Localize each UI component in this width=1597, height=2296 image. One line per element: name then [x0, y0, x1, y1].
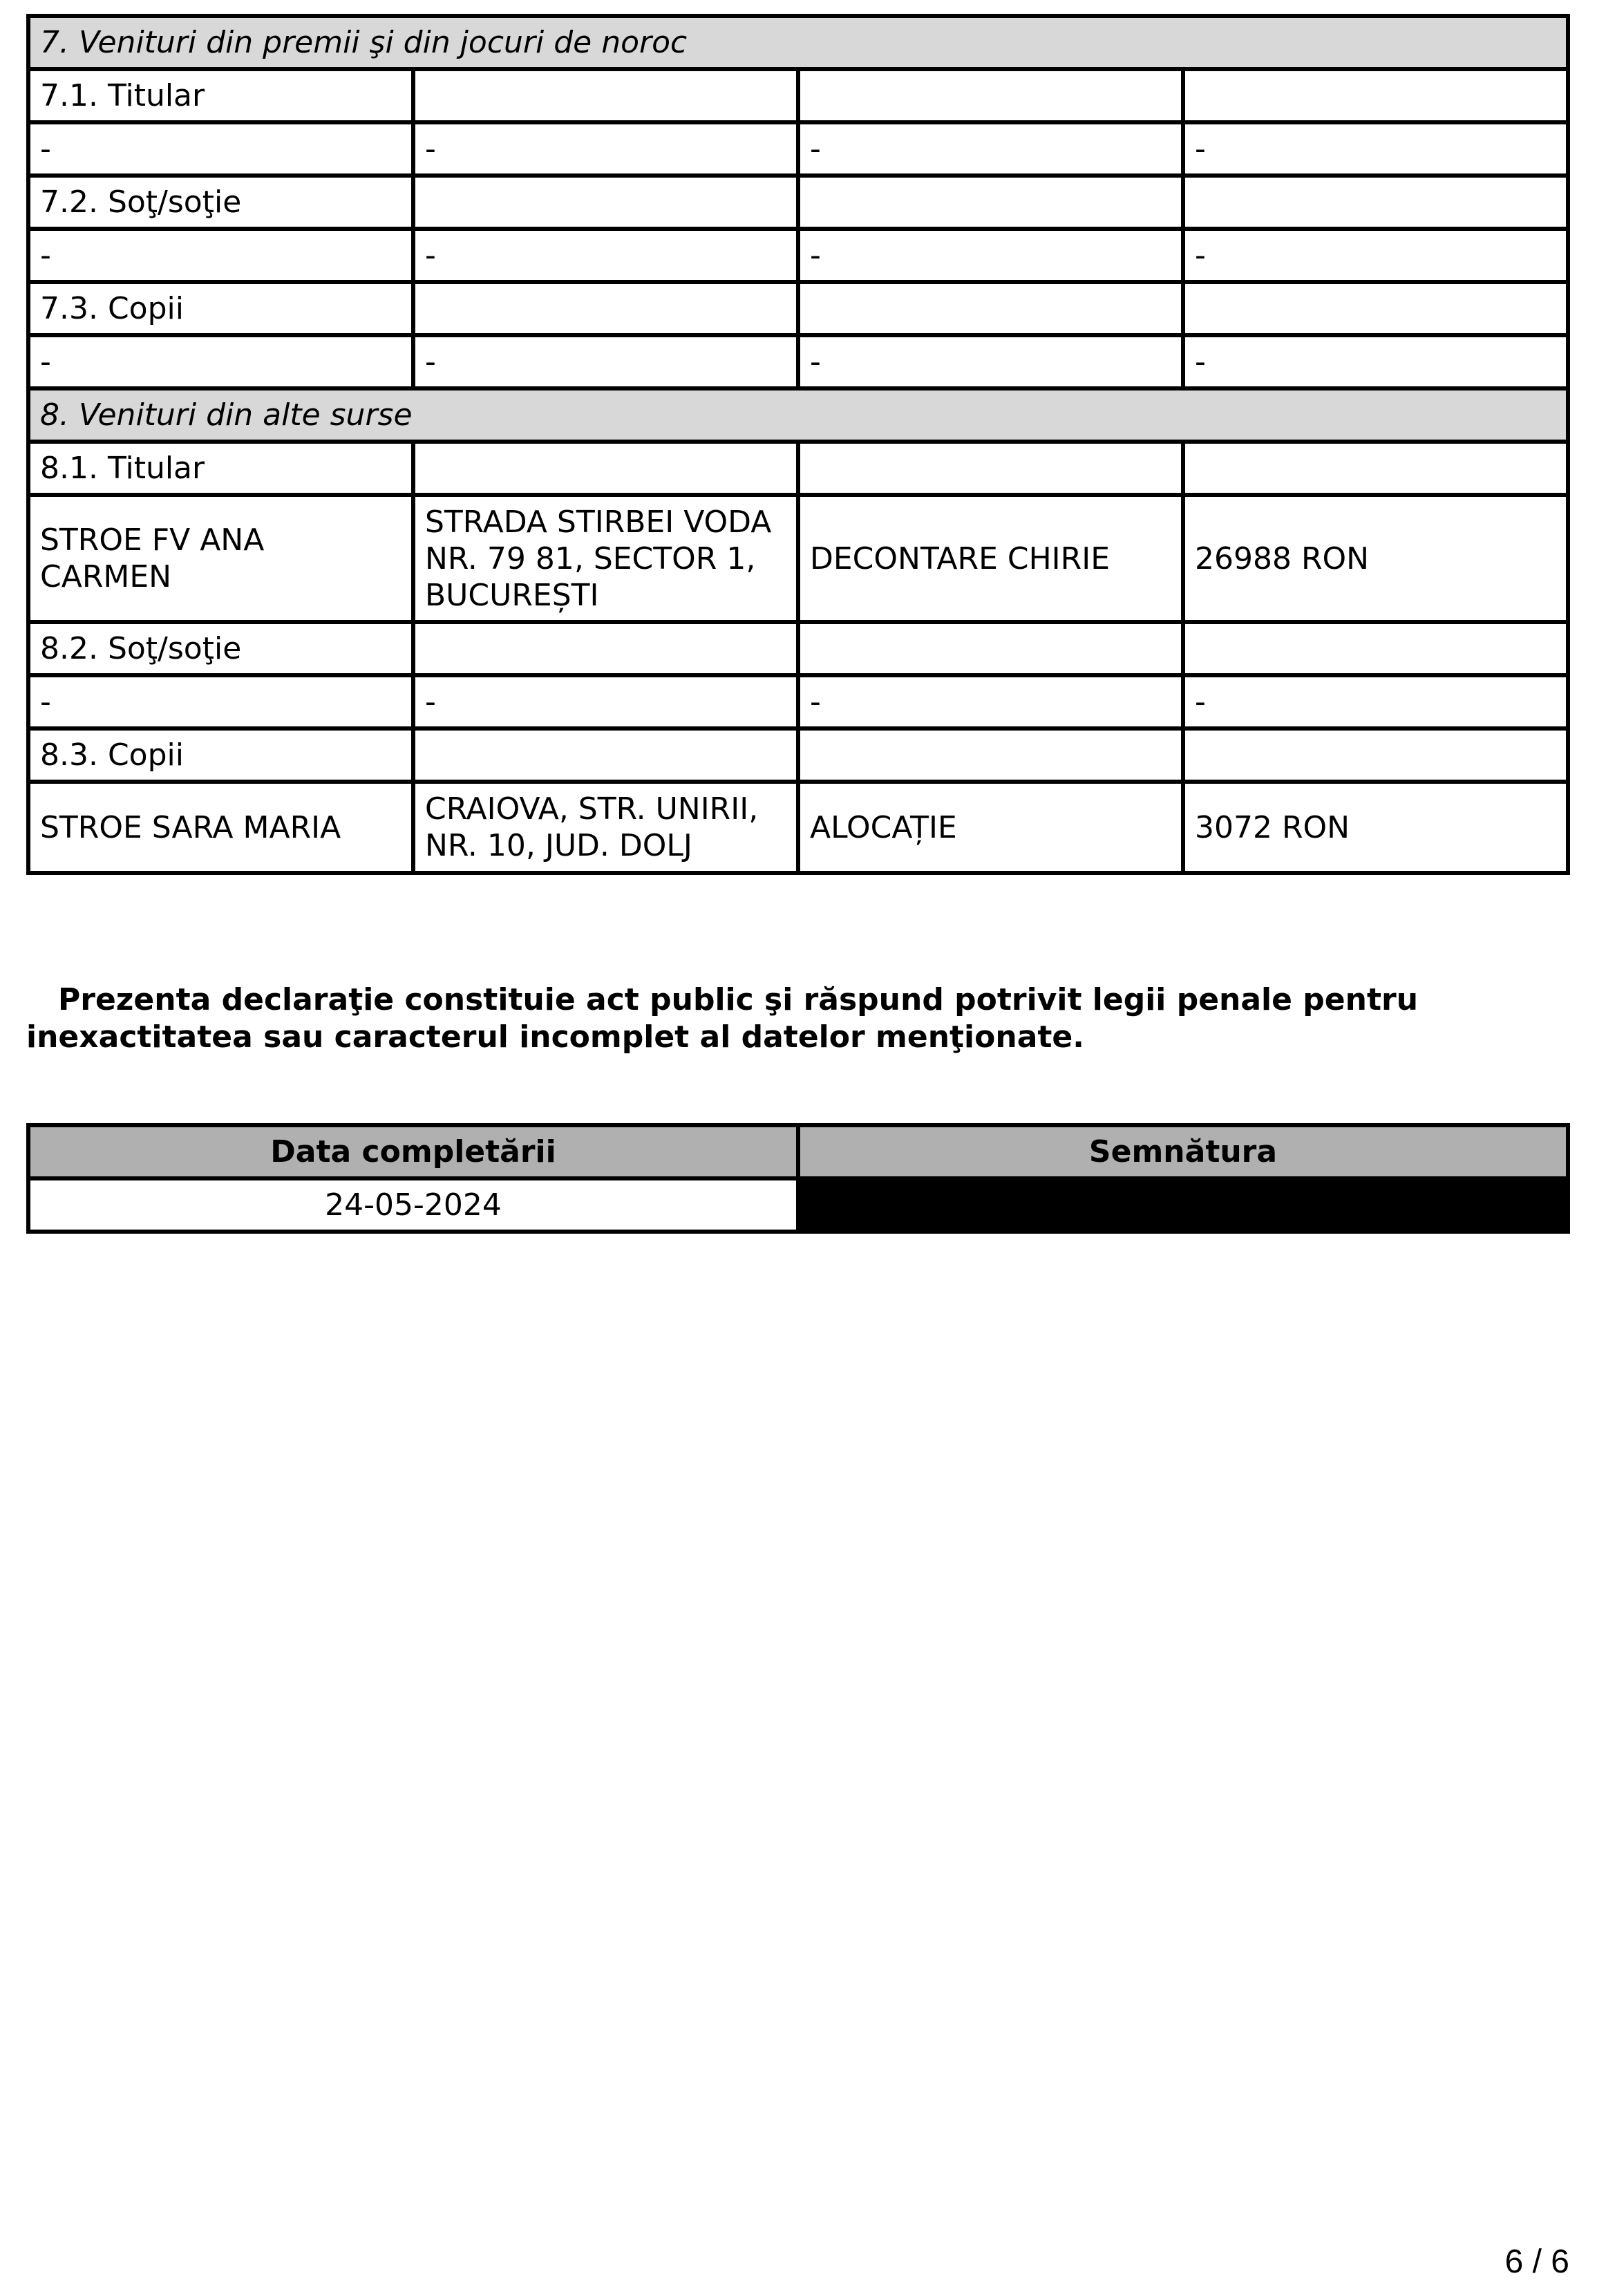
- table-row: [28, 495, 1568, 622]
- date-header: Data completării: [28, 1125, 798, 1178]
- signature-header: Semnătura: [798, 1125, 1568, 1178]
- signature-header-row: [28, 1125, 1568, 1178]
- table-cell: -: [1183, 229, 1568, 282]
- section-title: 7. Venituri din premii şi din jocuri de noroc: [28, 16, 1568, 69]
- row-label: 8.1. Titular: [28, 442, 413, 495]
- redacted-signature: [798, 1178, 1568, 1232]
- page-number: 6 / 6: [1504, 2243, 1569, 2280]
- table-cell: -: [798, 122, 1183, 176]
- table-row: [28, 282, 1568, 335]
- table-row: [28, 176, 1568, 229]
- table-row: [28, 622, 1568, 675]
- table-cell: -: [28, 122, 413, 176]
- table-row: [28, 335, 1568, 388]
- table-row: [28, 229, 1568, 282]
- table-cell: -: [798, 675, 1183, 728]
- section-header-7: [28, 16, 1568, 69]
- table-cell: -: [413, 675, 798, 728]
- row-label: 8.2. Soţ/soţie: [28, 622, 413, 675]
- table-cell: DECONTARE CHIRIE: [798, 495, 1183, 622]
- table-row: [28, 69, 1568, 122]
- table-row: [28, 782, 1568, 873]
- table-cell: -: [413, 335, 798, 388]
- signature-value-row: [28, 1178, 1568, 1232]
- date-value: 24-05-2024: [28, 1178, 798, 1232]
- table-cell: STROE FV ANA CARMEN: [28, 495, 413, 622]
- row-label: 7.1. Titular: [28, 69, 413, 122]
- row-label: 7.3. Copii: [28, 282, 413, 335]
- table-cell: 3072 RON: [1183, 782, 1568, 873]
- table-row: [28, 675, 1568, 728]
- table-cell: STROE SARA MARIA: [28, 782, 413, 873]
- table-cell: -: [1183, 335, 1568, 388]
- table-cell: 26988 RON: [1183, 495, 1568, 622]
- table-cell: STRADA STIRBEI VODA NR. 79 81, SECTOR 1, BUCUREȘTI: [413, 495, 798, 622]
- row-label: 8.3. Copii: [28, 728, 413, 782]
- table-cell: -: [798, 229, 1183, 282]
- table-cell: -: [413, 122, 798, 176]
- legal-statement: Prezenta declaraţie constituie act public şi răspund potrivit legii penale pentru inexactitatea sau caracterul incomplet al datelor menţionate.: [26, 982, 1419, 1055]
- table-cell: -: [798, 335, 1183, 388]
- table-row: [28, 442, 1568, 495]
- table-cell: -: [1183, 675, 1568, 728]
- table-cell: -: [28, 675, 413, 728]
- table-cell: -: [1183, 122, 1568, 176]
- table-row: [28, 122, 1568, 176]
- table-row: [28, 728, 1568, 782]
- table-cell: -: [28, 335, 413, 388]
- table-cell: ALOCAȚIE: [798, 782, 1183, 873]
- table-cell: CRAIOVA, STR. UNIRII, NR. 10, JUD. DOLJ: [413, 782, 798, 873]
- section-title: 8. Venituri din alte surse: [28, 388, 1568, 442]
- income-table: [26, 14, 1570, 875]
- table-cell: -: [413, 229, 798, 282]
- table-cell: -: [28, 229, 413, 282]
- section-header-8: [28, 388, 1568, 442]
- signature-table: [26, 1123, 1570, 1234]
- row-label: 7.2. Soţ/soţie: [28, 176, 413, 229]
